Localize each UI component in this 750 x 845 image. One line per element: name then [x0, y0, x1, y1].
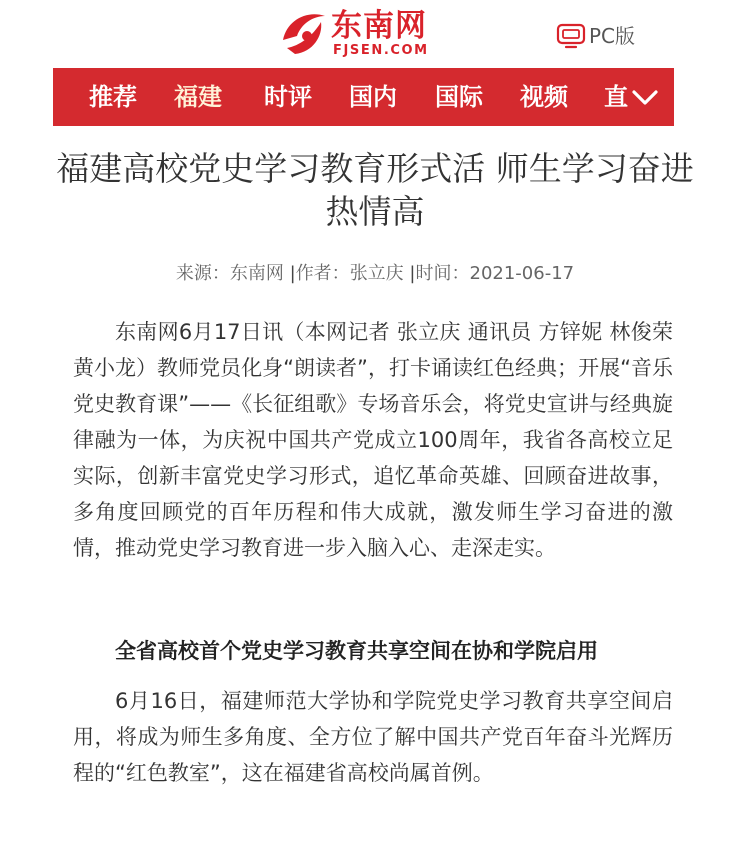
author-value: 张立庆: [349, 263, 404, 284]
article-title: 福建高校党史学习教育形式活 师生学习奋进热情高: [56, 149, 694, 231]
site-logo[interactable]: [277, 6, 452, 62]
nav-tab-fujian[interactable]: 福建: [174, 83, 222, 111]
publish-date: 2021-06-17: [469, 263, 575, 284]
nav-tab-commentary[interactable]: 时评: [264, 83, 312, 111]
time-label: 时间：: [415, 263, 470, 284]
article-paragraph: 6月16日，福建师范大学协和学院党史学习教育共享空间启用，将成为师生多角度、全方位了解中国共产党百年奋斗光辉历程的“红色教室”，这在福建省高校尚属首例。: [73, 689, 673, 785]
logo-domain: FJSEN.COM: [333, 43, 429, 58]
author-label: 作者：: [295, 263, 350, 284]
nav-tab-recommend[interactable]: 推荐: [89, 83, 137, 111]
site-header: [0, 0, 750, 68]
logo-name: 东南网: [331, 8, 427, 44]
channel-nav: [53, 68, 674, 126]
meta-separator: |: [409, 263, 416, 284]
meta-separator: |: [289, 263, 296, 284]
pc-version-label: PC版: [589, 24, 636, 48]
article-subheading: 全省高校首个党史学习教育共享空间在协和学院启用: [115, 639, 598, 663]
source-label: 来源：: [175, 263, 230, 284]
nav-tab-live[interactable]: 直: [604, 83, 628, 111]
nav-tab-domestic[interactable]: 国内: [349, 83, 397, 111]
article-paragraph: 东南网6月17日讯（本网记者 张立庆 通讯员 方锌妮 林俊荣 黄小龙）教师党员化身“朗读者”，打卡诵读红色经典；开展“音乐党史教育课”——《长征组歌》专场音乐会，将党史宣讲与经典旋律融为一体，为庆祝中国共产党成立100周年，我省各高校立足实际，创新丰富党史学习形式，追忆革命英雄、回顾奋进故事，多角度回顾党的百年历程和伟大成就，激发师生学习奋进的激情，推动党史学习教育进一步入脑入心、走深走实。: [73, 320, 673, 560]
chevron-down-icon[interactable]: [629, 81, 661, 113]
logo-mark-icon: [277, 6, 333, 62]
pc-version-link[interactable]: [556, 22, 635, 50]
monitor-icon: [556, 23, 586, 49]
nav-tab-video[interactable]: 视频: [520, 83, 568, 111]
source-value: 东南网: [229, 263, 284, 284]
nav-tab-international[interactable]: 国际: [435, 83, 483, 111]
article-meta: [0, 261, 750, 287]
